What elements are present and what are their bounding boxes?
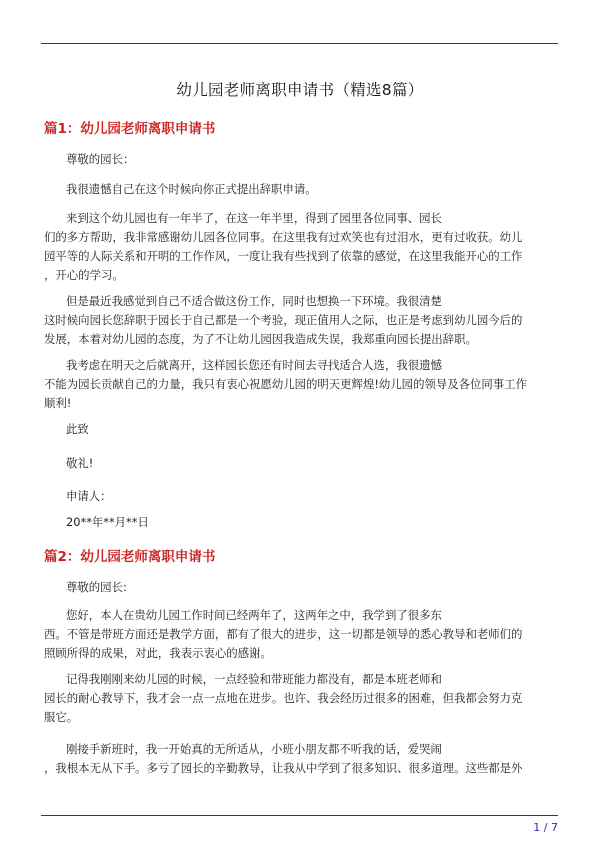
closing-line: 敬礼! — [66, 456, 94, 470]
paragraph-line: 园长的耐心教导下，我才会一点一点地在进步。也许、我会经历过很多的困难，但我都会努力克 — [44, 691, 523, 705]
section-1-paragraph-2 — [44, 209, 556, 285]
paragraph-line: 但是最近我感觉到自己不适合做这份工作，同时也想换一下环境。我很清楚 — [66, 294, 442, 308]
paragraph-line: 刚接手新班时，我一开始真的无所适从，小班小朋友都不听我的话，爱哭闹 — [66, 742, 442, 756]
salutation-line: 尊敬的园长: — [66, 580, 127, 594]
paragraph-line: 顺利! — [44, 396, 72, 410]
paragraph-line: 来到这个幼儿园也有一年半了，在这一年半里，得到了园里各位同事、园长 — [66, 211, 442, 225]
section-2-paragraph-1 — [44, 606, 556, 663]
paragraph-line: 园平等的人际关系和开明的工作作风，一度让我有些找到了依靠的感觉，在这里我能开心的工作 — [44, 249, 523, 263]
section-1-closing-1 — [44, 420, 556, 439]
paragraph-line: 服它。 — [44, 710, 79, 724]
top-rule — [41, 43, 558, 44]
section-2-heading: 篇2：幼儿园老师离职申请书 — [44, 549, 216, 565]
date-line: 20**年**月**日 — [66, 515, 149, 529]
document-title: 幼儿园老师离职申请书（精选8篇） — [176, 81, 424, 99]
section-1-signer — [44, 487, 556, 506]
paragraph-line: 我考虑在明天之后就离开，这样园长您还有时间去寻找适合人选，我很遗憾 — [66, 358, 442, 372]
section-2-paragraph-2 — [44, 670, 556, 727]
paragraph-line: 们的多方帮助，我非常感谢幼儿园各位同事。在这里我有过欢笑也有过泪水，更有过收获。幼儿 — [44, 230, 523, 244]
paragraph-line: 记得我刚刚来幼儿园的时候，一点经验和带班能力都没有，都是本班老师和 — [66, 672, 442, 686]
section-2-paragraph-3 — [44, 740, 556, 778]
section-1-salutation — [44, 150, 556, 169]
paragraph-line: 不能为园长贡献自己的力量，我只有衷心祝愿幼儿园的明天更辉煌!幼儿园的领导及各位同事工作 — [44, 377, 527, 391]
paragraph-line: 西。不管是带班方面还是教学方面，都有了很大的进步，这一切都是领导的悉心教导和老师们的 — [44, 627, 523, 641]
section-1-closing-2 — [44, 454, 556, 473]
page-number: 1 / 7 — [533, 821, 558, 834]
bottom-rule — [41, 815, 558, 816]
paragraph-line: 这时候向园长您辞职于园长于自己都是一个考验，现正值用人之际，也正是考虑到幼儿园今后的 — [44, 313, 523, 327]
section-1-heading: 篇1：幼儿园老师离职申请书 — [44, 121, 216, 137]
paragraph-line: ，开心的学习。 — [44, 268, 124, 282]
section-2-salutation — [44, 578, 556, 597]
section-1-paragraph-1 — [44, 180, 556, 199]
paragraph-line: 我很遗憾自己在这个时候向你正式提出辞职申请。 — [66, 182, 317, 196]
section-1-paragraph-4 — [44, 356, 556, 413]
paragraph-line: 照顾所得的成果，对此，我表示衷心的感谢。 — [44, 646, 272, 660]
section-1-date — [44, 513, 556, 532]
paragraph-line: 您好，本人在贵幼儿园工作时间已经两年了，这两年之中，我学到了很多东 — [66, 608, 442, 622]
section-1-paragraph-3 — [44, 292, 556, 349]
closing-line: 此致 — [66, 422, 89, 436]
salutation-line: 尊敬的园长： — [66, 152, 135, 166]
paragraph-line: ，我根本无从下手。多亏了园长的辛勤教导，让我从中学到了很多知识、很多道理。这些都是外 — [44, 761, 523, 775]
paragraph-line: 发展，本着对幼儿园的态度，为了不让幼儿园因我造成失误，我郑重向园长提出辞职。 — [44, 332, 477, 346]
signer-line: 申请人： — [66, 489, 112, 503]
